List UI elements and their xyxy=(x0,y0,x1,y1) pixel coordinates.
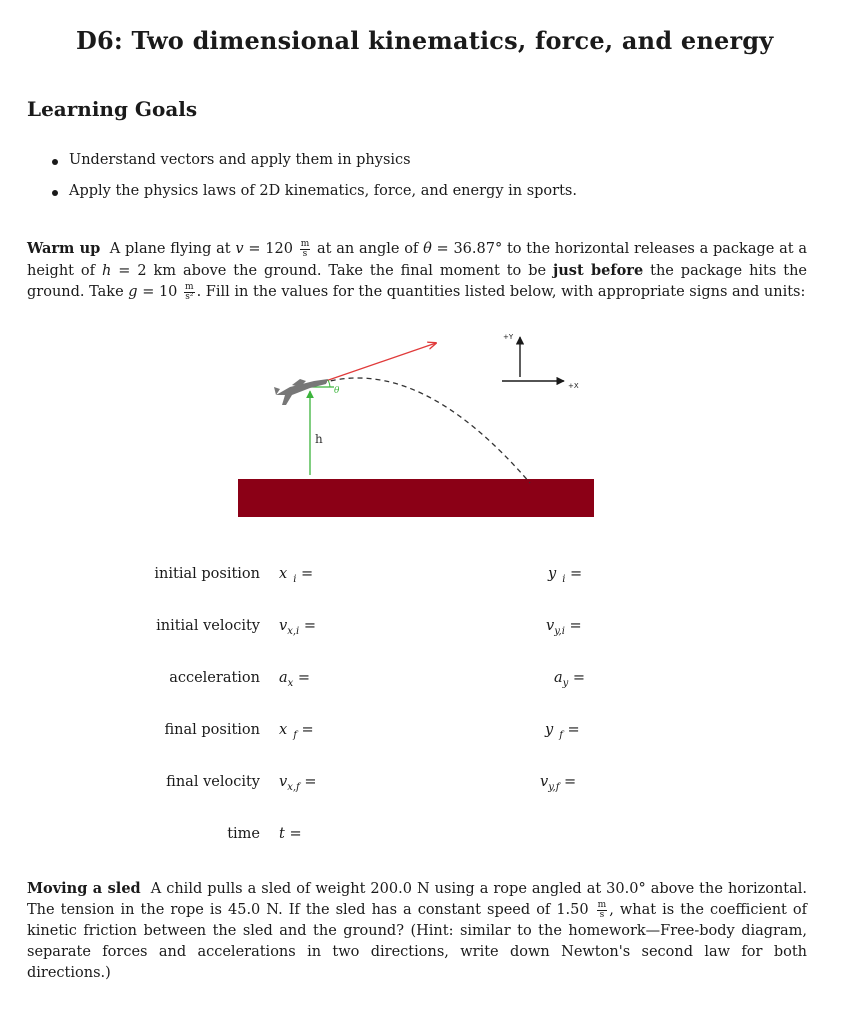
y-component-symbol: y $_i$ = xyxy=(548,566,583,585)
quantity-row-initial-velocity xyxy=(0,618,849,638)
quantity-label: initial velocity xyxy=(156,618,260,634)
warmup-bold: just before xyxy=(553,262,644,279)
quantity-label: final position xyxy=(164,722,260,738)
quantity-row-initial-position xyxy=(0,566,849,586)
unit-fraction: $\frac{m}{s}$ xyxy=(300,238,310,259)
x-component-symbol: $a_x$ = xyxy=(279,670,311,689)
learning-goal-item: Understand vectors and apply them in physics xyxy=(50,152,577,183)
angle-arc xyxy=(328,380,330,387)
x-component-symbol: $v_{x,f}$ = xyxy=(279,774,317,793)
time-symbol: t = xyxy=(279,826,302,842)
sled-text: , what is the coefficient of kinetic friction between the sled and the ground? (Hint: similar to the homework—Free-body diagram, separate forces and accelerations in two directions, write down Newton's second law for both directions.) xyxy=(27,902,807,981)
y-component-symbol: y $_f$ = xyxy=(545,722,580,741)
sled-paragraph xyxy=(27,878,807,984)
y-component-symbol: $v_{y,f}$ = xyxy=(540,774,577,793)
sled-heading: Moving a sled xyxy=(27,880,141,897)
trajectory-path xyxy=(322,378,530,483)
angle-label: θ xyxy=(334,386,340,396)
var-theta: θ xyxy=(423,241,432,257)
velocity-arrow xyxy=(314,343,436,385)
unit-fraction: $\frac{m}{\text{s²}}$ xyxy=(185,281,194,302)
learning-goal-item: Apply the physics laws of 2D kinematics, force, and energy in sports. xyxy=(50,183,577,214)
quantity-row-time xyxy=(0,826,849,846)
quantity-label: time xyxy=(227,826,260,842)
unit-fraction: $\frac{m}{s}$ xyxy=(597,899,607,920)
warmup-paragraph xyxy=(27,238,807,303)
warmup-heading: Warm up xyxy=(27,240,101,257)
y-component-symbol: $a_y$ = xyxy=(554,670,586,689)
warmup-text: A plane flying at xyxy=(109,241,236,257)
var-g: g xyxy=(128,284,138,300)
quantity-row-final-position xyxy=(0,722,849,742)
quantity-label: final velocity xyxy=(166,774,260,790)
quantity-label: initial position xyxy=(154,566,260,582)
page-title: D6: Two dimensional kinematics, force, and energy xyxy=(76,26,774,55)
var-h: h xyxy=(101,263,112,279)
sled-text: A child pulls a sled of weight 200.0 N using a rope angled at 30.0° above the horizontal. The tension in the rope is 45.0 N. If the sled has a constant speed of 1.50 xyxy=(27,881,808,918)
quantity-row-final-velocity xyxy=(0,774,849,794)
warmup-text: = 120 xyxy=(243,241,298,257)
quantity-label: acceleration xyxy=(169,670,260,686)
ground xyxy=(238,479,594,517)
x-component-symbol: $v_{x,i}$ = xyxy=(279,618,316,637)
x-component-symbol: x $_i$ = xyxy=(279,566,314,585)
warmup-text: = 36.87° to the horizontal releases a package at a height of xyxy=(27,241,807,279)
projectile-diagram xyxy=(230,325,610,525)
learning-goals-list xyxy=(50,152,577,214)
plane-icon xyxy=(274,379,328,405)
warmup-text: . Fill in the values for the quantities listed below, with appropriate signs and units: xyxy=(196,284,806,300)
x-axis-label: +X xyxy=(568,382,579,390)
warmup-text: at an angle of xyxy=(312,241,424,257)
warmup-text: = 10 xyxy=(137,284,183,300)
x-component-symbol: x $_f$ = xyxy=(279,722,314,741)
height-label: h xyxy=(315,432,323,446)
var-v: v xyxy=(235,241,244,257)
quantity-row-acceleration xyxy=(0,670,849,690)
y-axis-label: +Y xyxy=(503,333,514,341)
learning-goals-heading: Learning Goals xyxy=(27,97,198,121)
warmup-text: = 2 km above the ground. Take the final moment to be xyxy=(111,263,554,279)
warmup-text: the package hits the ground. Take xyxy=(27,263,807,300)
y-component-symbol: $v_{y,i}$ = xyxy=(546,618,582,637)
